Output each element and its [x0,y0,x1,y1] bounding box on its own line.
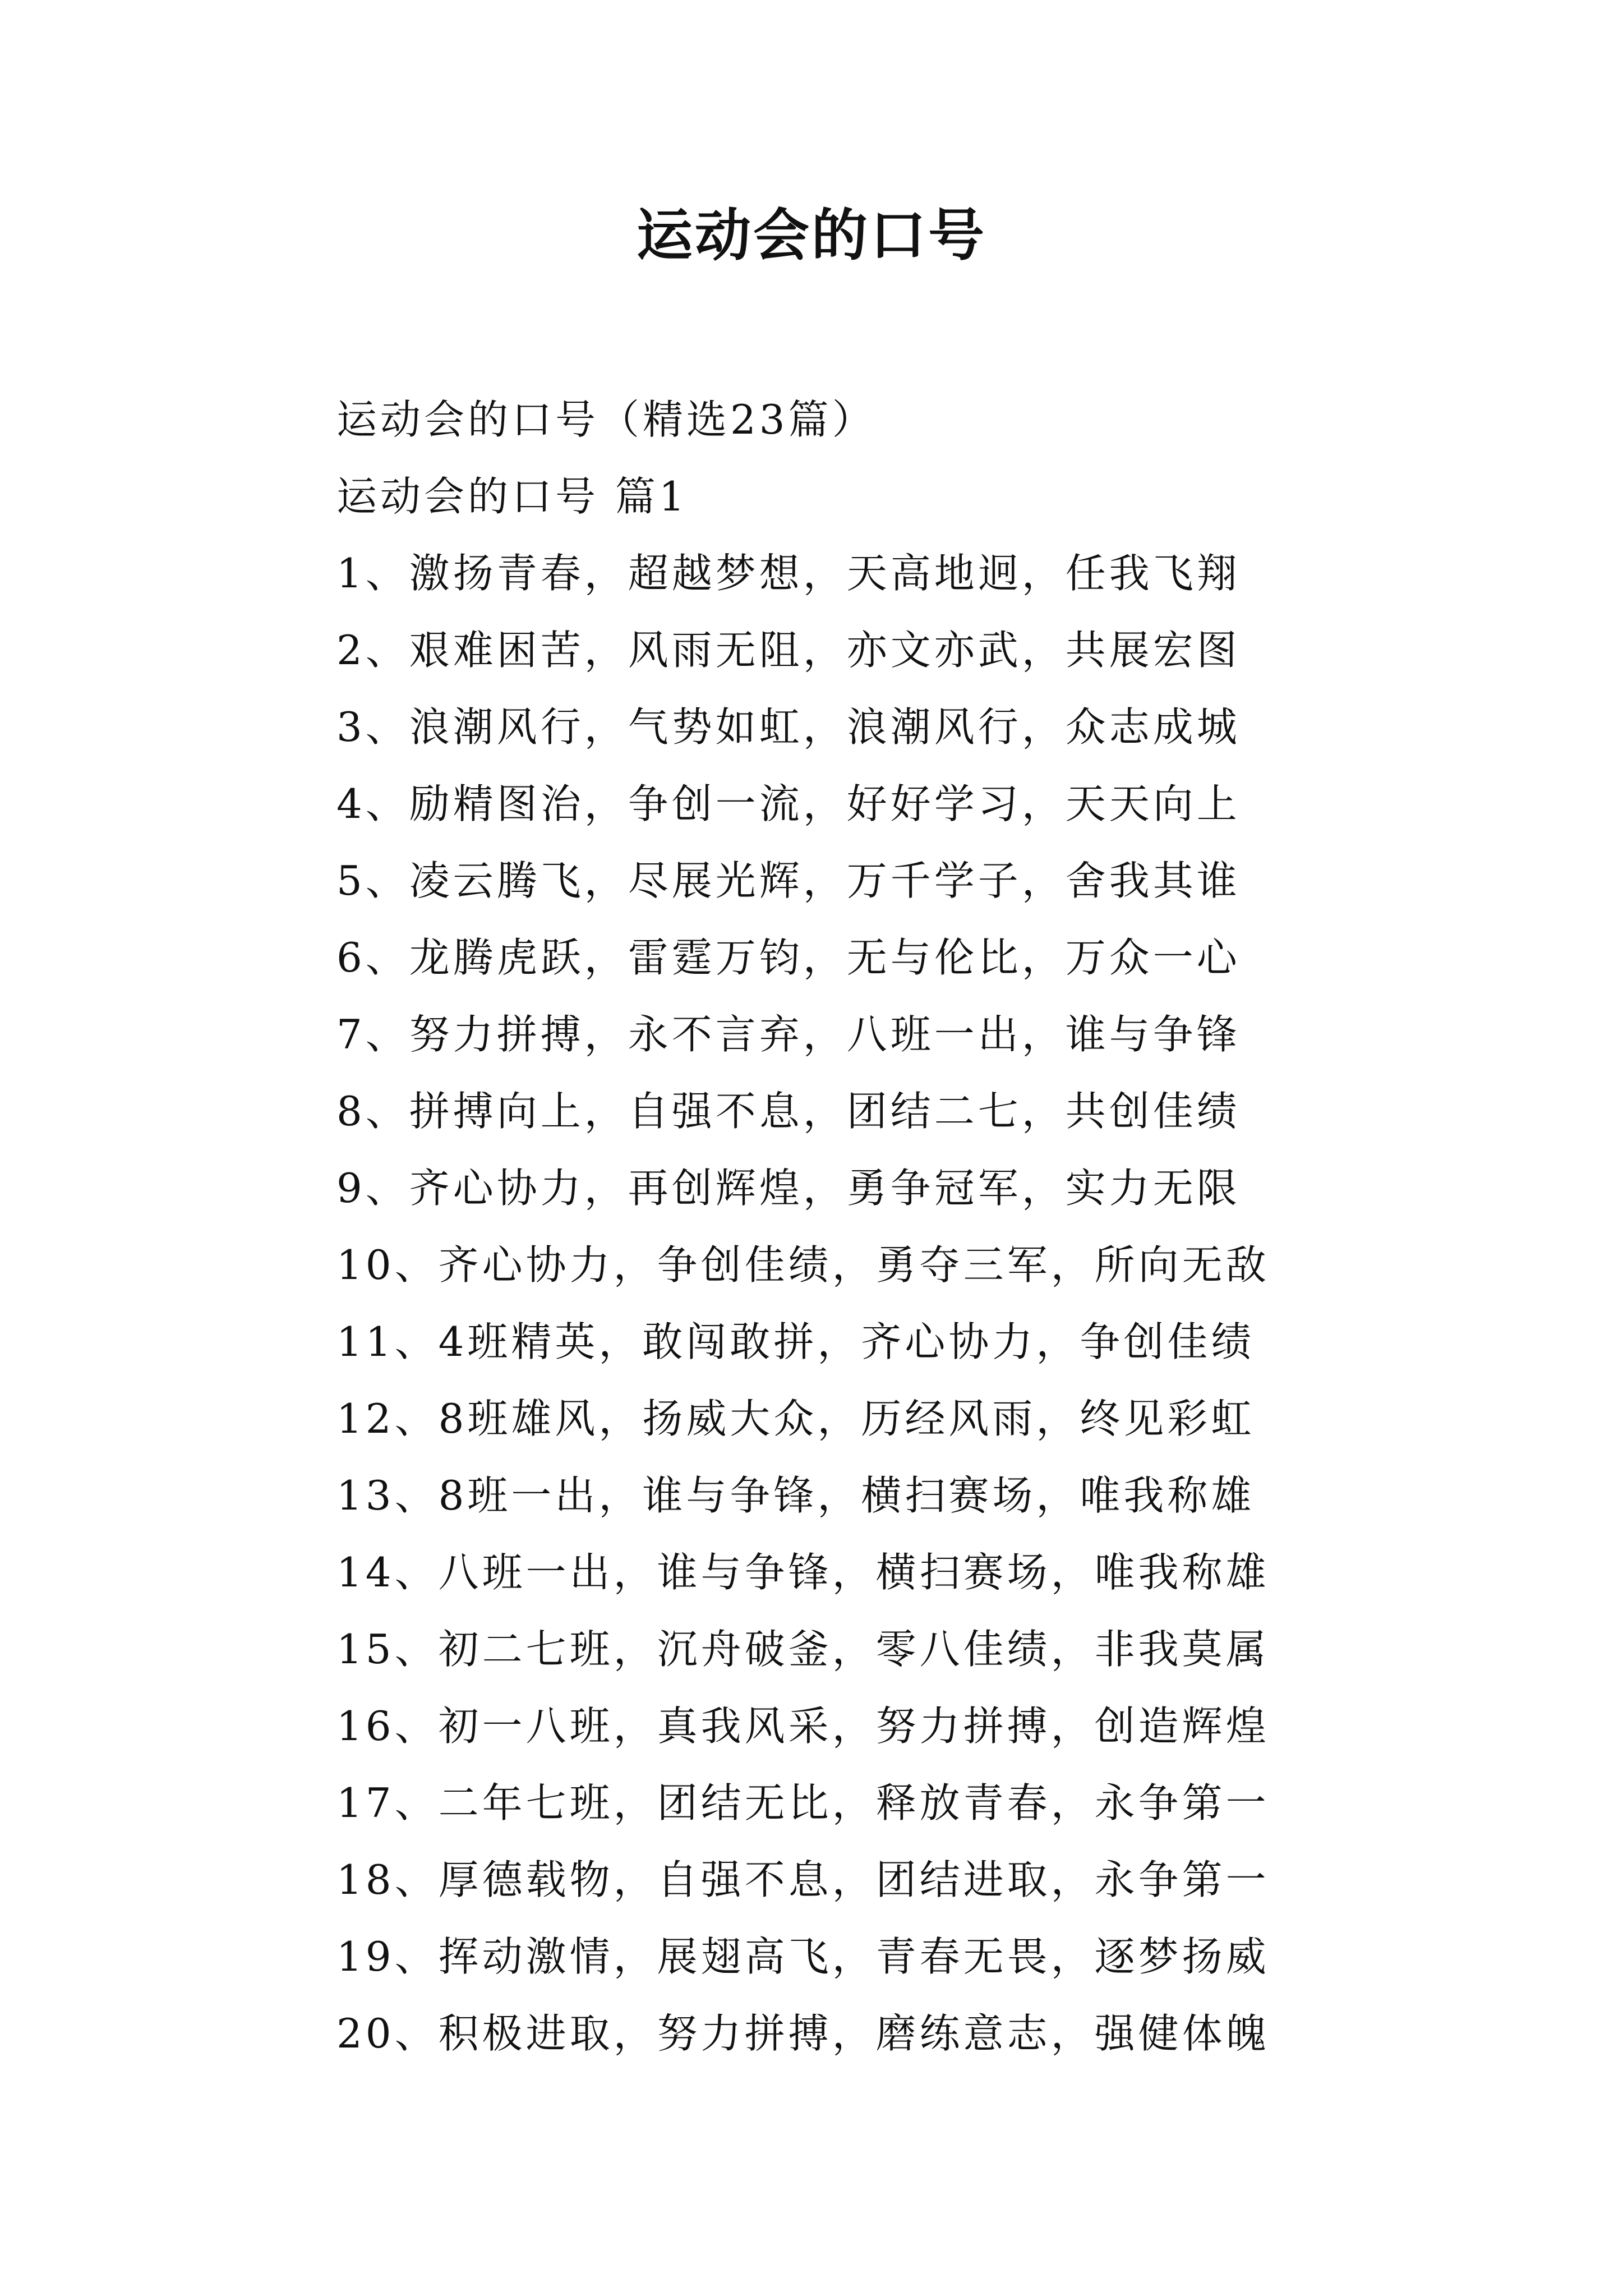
slogan-item: 12、8班雄风，扬威大众，历经风雨，终见彩虹 [336,1395,1255,1442]
slogan-item: 5、凌云腾飞，尽展光辉，万千学子，舍我其谁 [336,857,1241,904]
slogan-item: 16、初一八班，真我风采，努力拼搏，创造辉煌 [336,1703,1270,1750]
slogan-item: 7、努力拼搏，永不言弃，八班一出，谁与争锋 [336,1011,1241,1058]
document-subtitle: 运动会的口号（精选23篇） [336,396,876,443]
slogan-item: 1、激扬青春，超越梦想，天高地迥，任我飞翔 [336,550,1241,597]
slogan-item: 20、积极进取，努力拼搏，磨练意志，强健体魄 [336,2010,1270,2057]
slogan-item: 15、初二七班，沉舟破釜，零八佳绩，非我莫属 [336,1626,1270,1673]
document-body [336,381,1514,2072]
slogan-item: 13、8班一出，谁与争锋，横扫赛场，唯我称雄 [336,1472,1255,1519]
slogan-item: 8、拼搏向上，自强不息，团结二七，共创佳绩 [336,1088,1241,1135]
slogan-item: 14、八班一出，谁与争锋，横扫赛场，唯我称雄 [336,1549,1270,1596]
section-heading: 运动会的口号 篇1 [336,473,688,520]
slogan-item: 19、挥动激情，展翅高飞，青春无畏，逐梦扬威 [336,1933,1270,1980]
slogan-item: 6、龙腾虎跃，雷霆万钧，无与伦比，万众一心 [336,934,1241,981]
slogan-item: 2、艰难困苦，风雨无阻，亦文亦武，共展宏图 [336,627,1241,674]
document-title: 运动会的口号 [637,203,986,268]
slogan-item: 17、二年七班，团结无比，释放青春，永争第一 [336,1779,1270,1826]
slogan-item: 4、励精图治，争创一流，好好学习，天天向上 [336,780,1241,827]
slogan-item: 11、4班精英，敢闯敢拼，齐心协力，争创佳绩 [336,1318,1255,1365]
slogan-item: 18、厚德载物，自强不息，团结进取，永争第一 [336,1856,1270,1903]
slogan-item: 3、浪潮风行，气势如虹，浪潮风行，众志成城 [336,703,1241,751]
slogan-item: 10、齐心协力，争创佳绩，勇夺三军，所向无敌 [336,1241,1270,1289]
slogan-item: 9、齐心协力，再创辉煌，勇争冠军，实力无限 [336,1165,1241,1212]
